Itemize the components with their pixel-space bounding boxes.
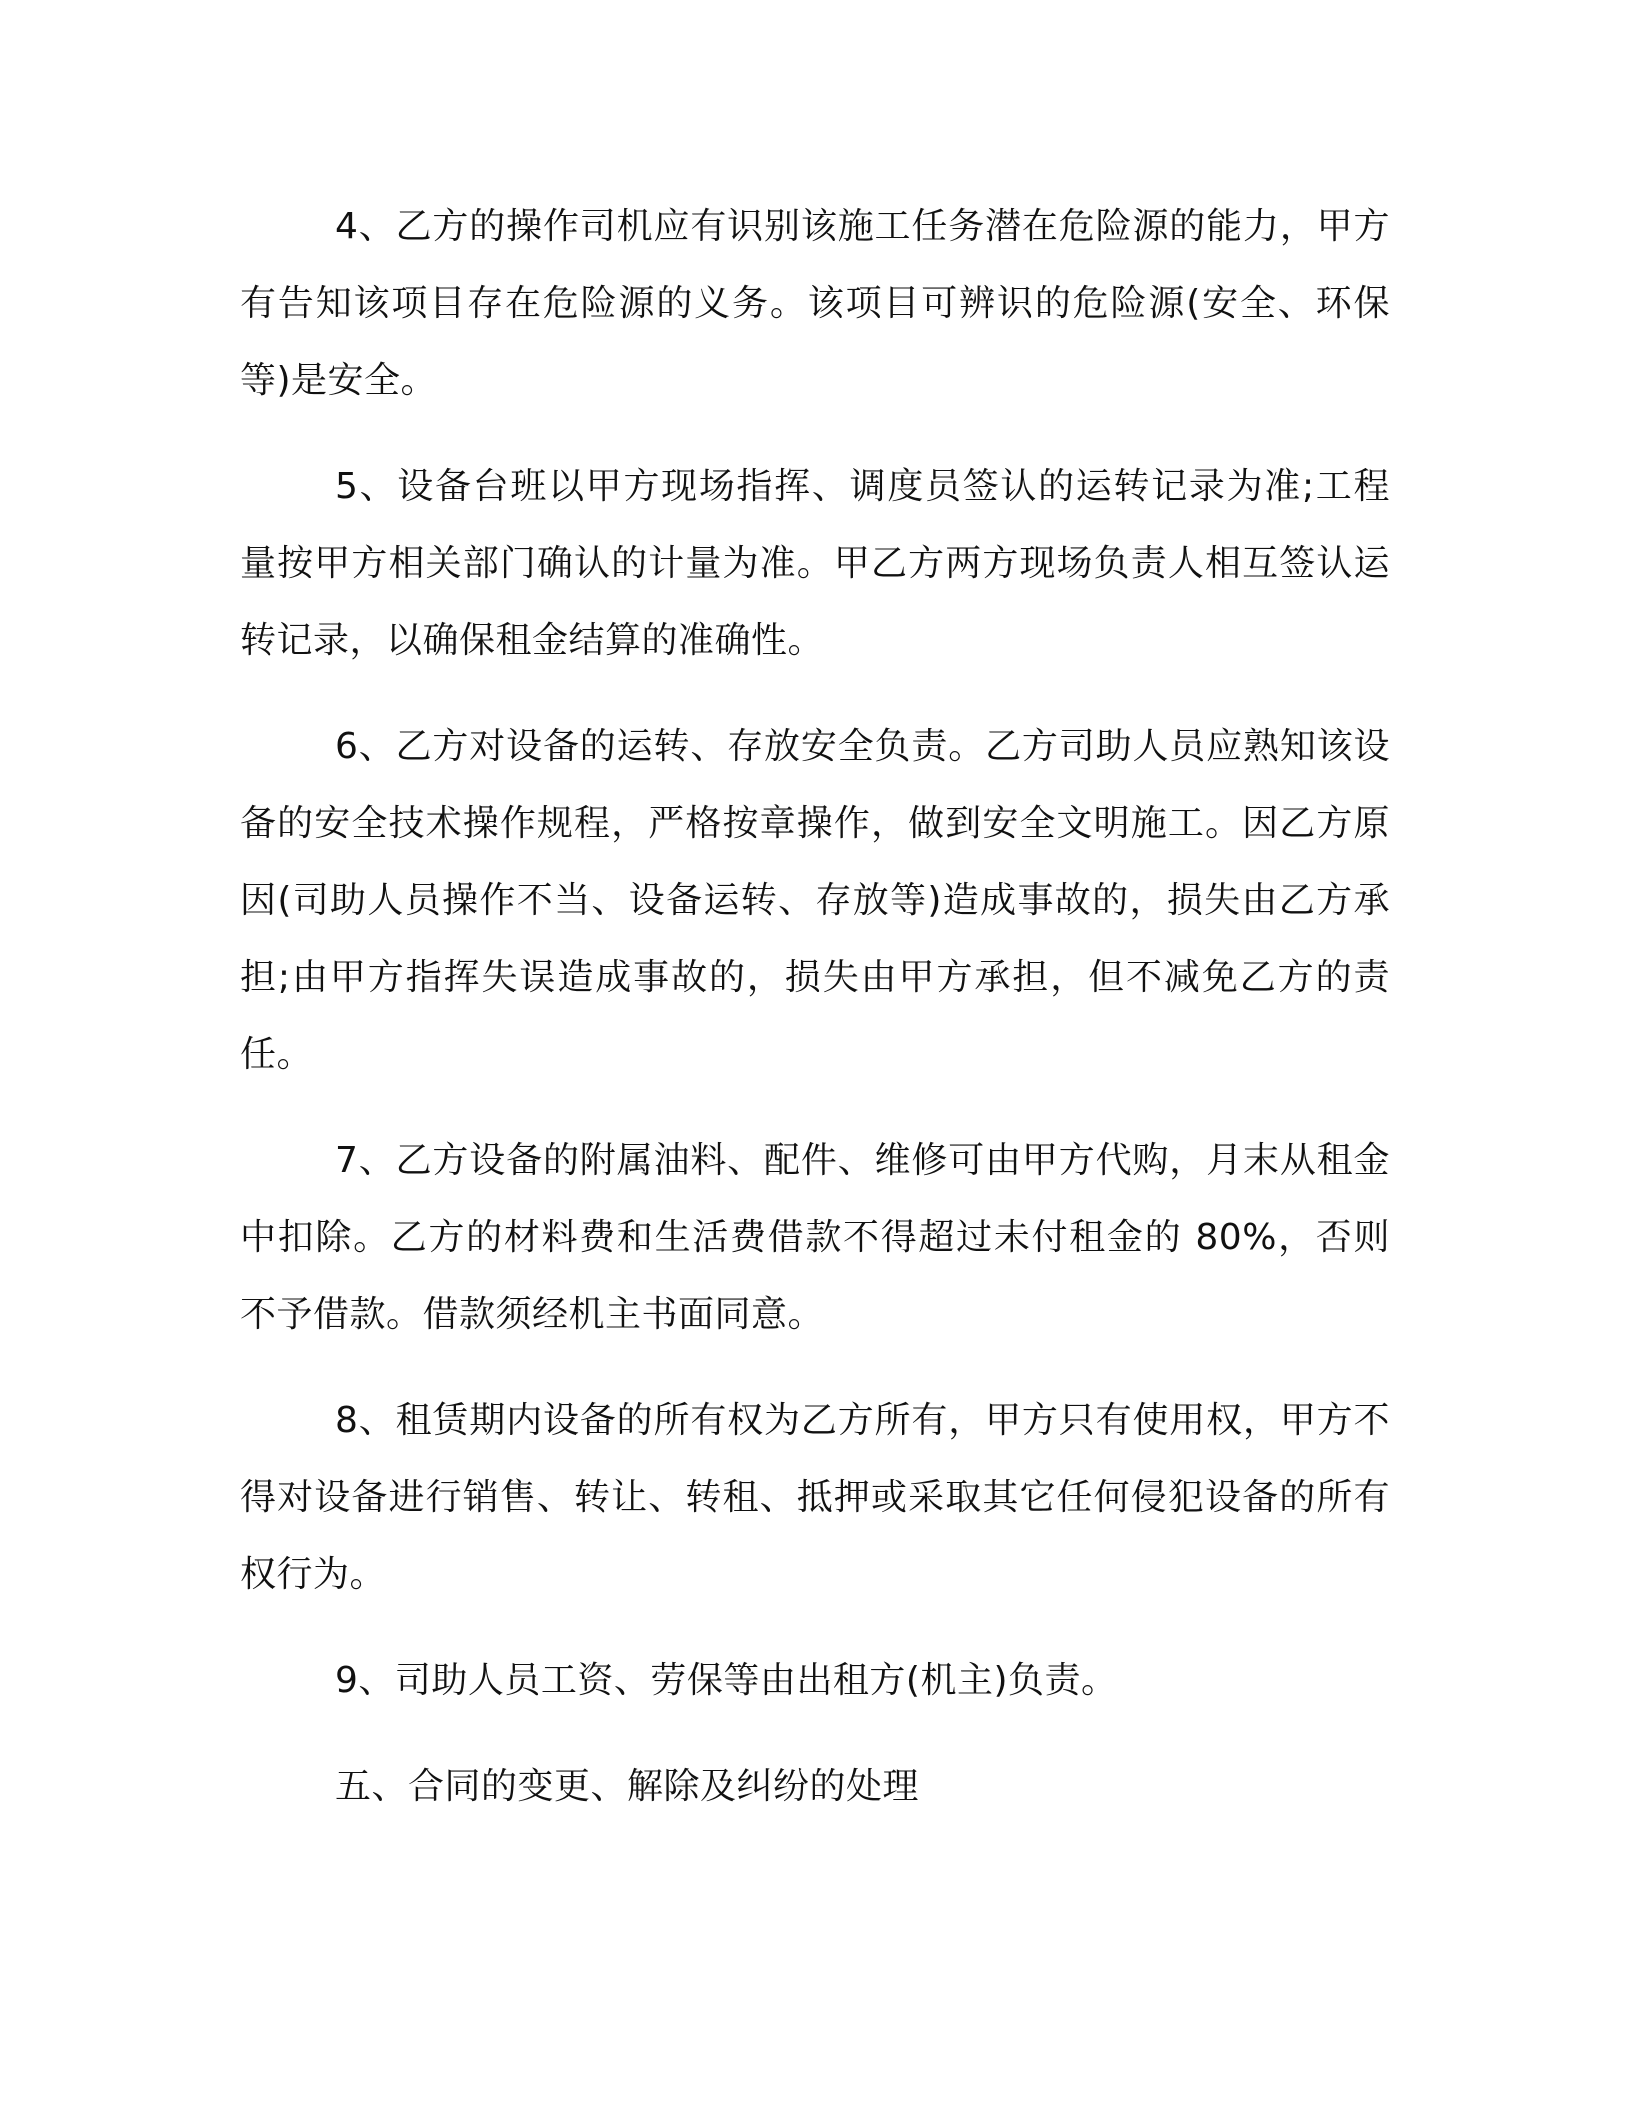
section-heading: 五、合同的变更、解除及纠纷的处理 — [335, 1766, 920, 1807]
clause-7-paragraph: 7、乙方设备的附属油料、配件、维修可由甲方代购，月末从租金中扣除。乙方的材料费和生活费借款不得超过未付租金的 80%，否则不予借款。借款须经机主书面同意。 — [240, 1140, 1390, 1335]
clause-9-paragraph: 9、司助人员工资、劳保等由出租方(机主)负责。 — [335, 1660, 1118, 1701]
clause-6-paragraph: 6、乙方对设备的运转、存放安全负责。乙方司助人员应熟知该设备的安全技术操作规程，严格按章操作，做到安全文明施工。因乙方原因(司助人员操作不当、设备运转、存放等)造成事故的，损失由乙方承担;由甲方指挥失误造成事故的，损失由甲方承担，但不减免乙方的责任。 — [240, 726, 1390, 1075]
clause-4-paragraph: 4、乙方的操作司机应有识别该施工任务潜在危险源的能力，甲方有告知该项目存在危险源的义务。该项目可辨识的危险源(安全、环保等)是安全。 — [240, 206, 1390, 401]
document-body — [240, 188, 1390, 1825]
clause-8-paragraph: 8、租赁期内设备的所有权为乙方所有，甲方只有使用权，甲方不得对设备进行销售、转让、转租、抵押或采取其它任何侵犯设备的所有权行为。 — [240, 1400, 1390, 1595]
clause-5-paragraph: 5、设备台班以甲方现场指挥、调度员签认的运转记录为准;工程量按甲方相关部门确认的计量为准。甲乙方两方现场负责人相互签认运转记录，以确保租金结算的准确性。 — [240, 466, 1390, 661]
